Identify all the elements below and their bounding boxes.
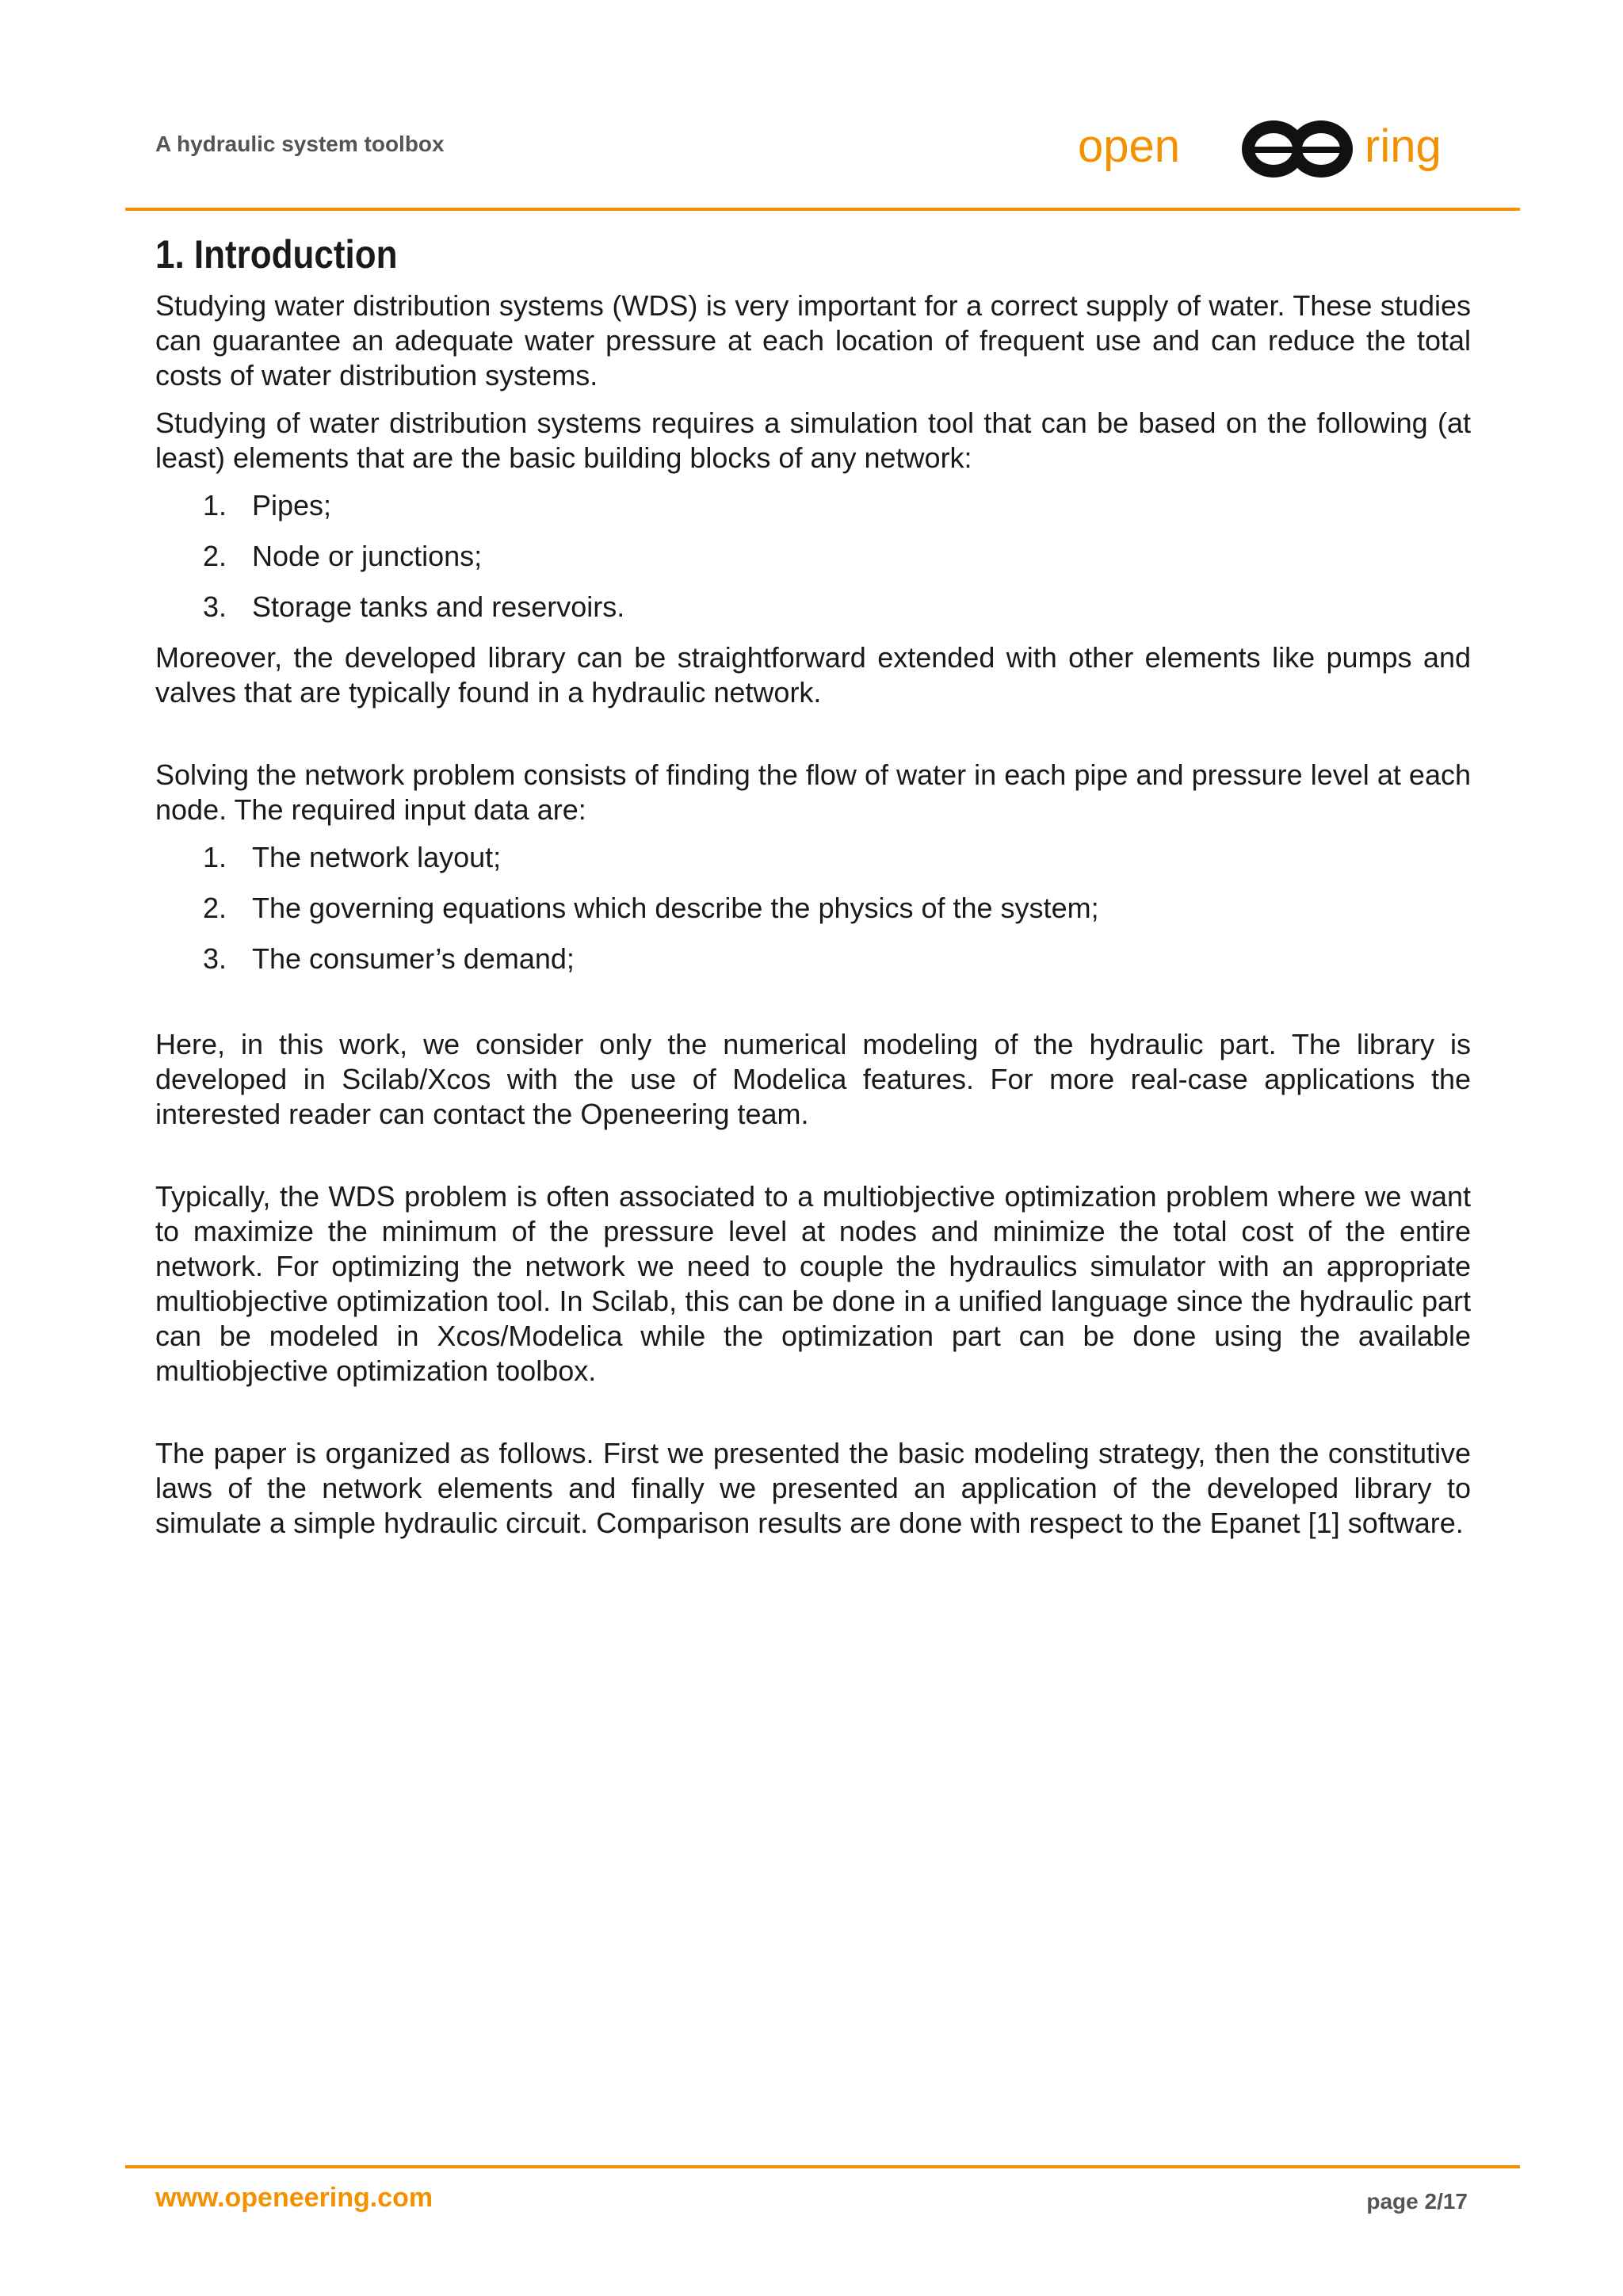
logo-text-open: open [1078, 120, 1181, 172]
list-item: 2. The governing equations which describe the physics of the system; [203, 892, 1099, 924]
logo-ee-icon [1242, 120, 1353, 178]
paragraph-2: Studying of water distribution systems requires a simulation tool that can be based on the following (at least) elements that are the basic building blocks of any network: [155, 407, 1471, 474]
logo-text-ring: ring [1365, 120, 1442, 172]
section-heading: 1. Introduction [155, 232, 398, 277]
paragraph-3: Moreover, the developed library can be straightforward extended with other elements like pumps and valves that are typically found in a hydraulic network. [155, 641, 1471, 709]
paragraph-4: Solving the network problem consists of finding the flow of water in each pipe and pressure level at each node. The required input data are: [155, 758, 1471, 826]
page-content [155, 231, 1471, 1553]
list-item: 1. Pipes; [203, 489, 332, 521]
list-item: 2. Node or junctions; [203, 540, 483, 572]
input-data-list [155, 840, 1471, 976]
footer-rule [125, 2165, 1520, 2168]
header-rule [125, 208, 1520, 211]
building-blocks-list [155, 488, 1471, 625]
paragraph-1: Studying water distribution systems (WDS) is very important for a correct supply of water. These studies can guarantee an adequate water pressure at each location of frequent use and can reduce the total costs of water distribution systems. [155, 289, 1471, 392]
paragraph-6: Typically, the WDS problem is often associated to a multiobjective optimization problem where we want to maximize the minimum of the pressure level at nodes and minimize the total cost of the entire network. For optimizing the network we need to couple the hydraulics simulator with an appropriate multiobjective optimization tool. In Scilab, this can be done in a unified language since the hydraulic part can be modeled in Xcos/Modelica while the optimization part can be done using the available multiobjective optimization toolbox. [155, 1180, 1471, 1387]
list-item: 3. The consumer’s demand; [203, 942, 575, 975]
list-item: 3. Storage tanks and reservoirs. [203, 590, 625, 623]
page-number: page 2/17 [1366, 2189, 1468, 2214]
paragraph-5: Here, in this work, we consider only the numerical modeling of the hydraulic part. The library is developed in Scilab/Xcos with the use of Modelica features. For more real-case applications the interested reader can contact the Openeering team. [155, 1028, 1471, 1130]
openeering-logo [1078, 111, 1474, 187]
running-header-title: A hydraulic system toolbox [155, 132, 445, 156]
paragraph-7: The paper is organized as follows. First we presented the basic modeling strategy, then the constitutive laws of the network elements and finally we presented an application of the developed library to simulate a simple hydraulic circuit. Comparison results are done with respect to the Epanet [1] software. [155, 1437, 1471, 1539]
list-item: 1. The network layout; [203, 841, 502, 873]
footer-url-link[interactable]: www.openeering.com [155, 2183, 433, 2213]
